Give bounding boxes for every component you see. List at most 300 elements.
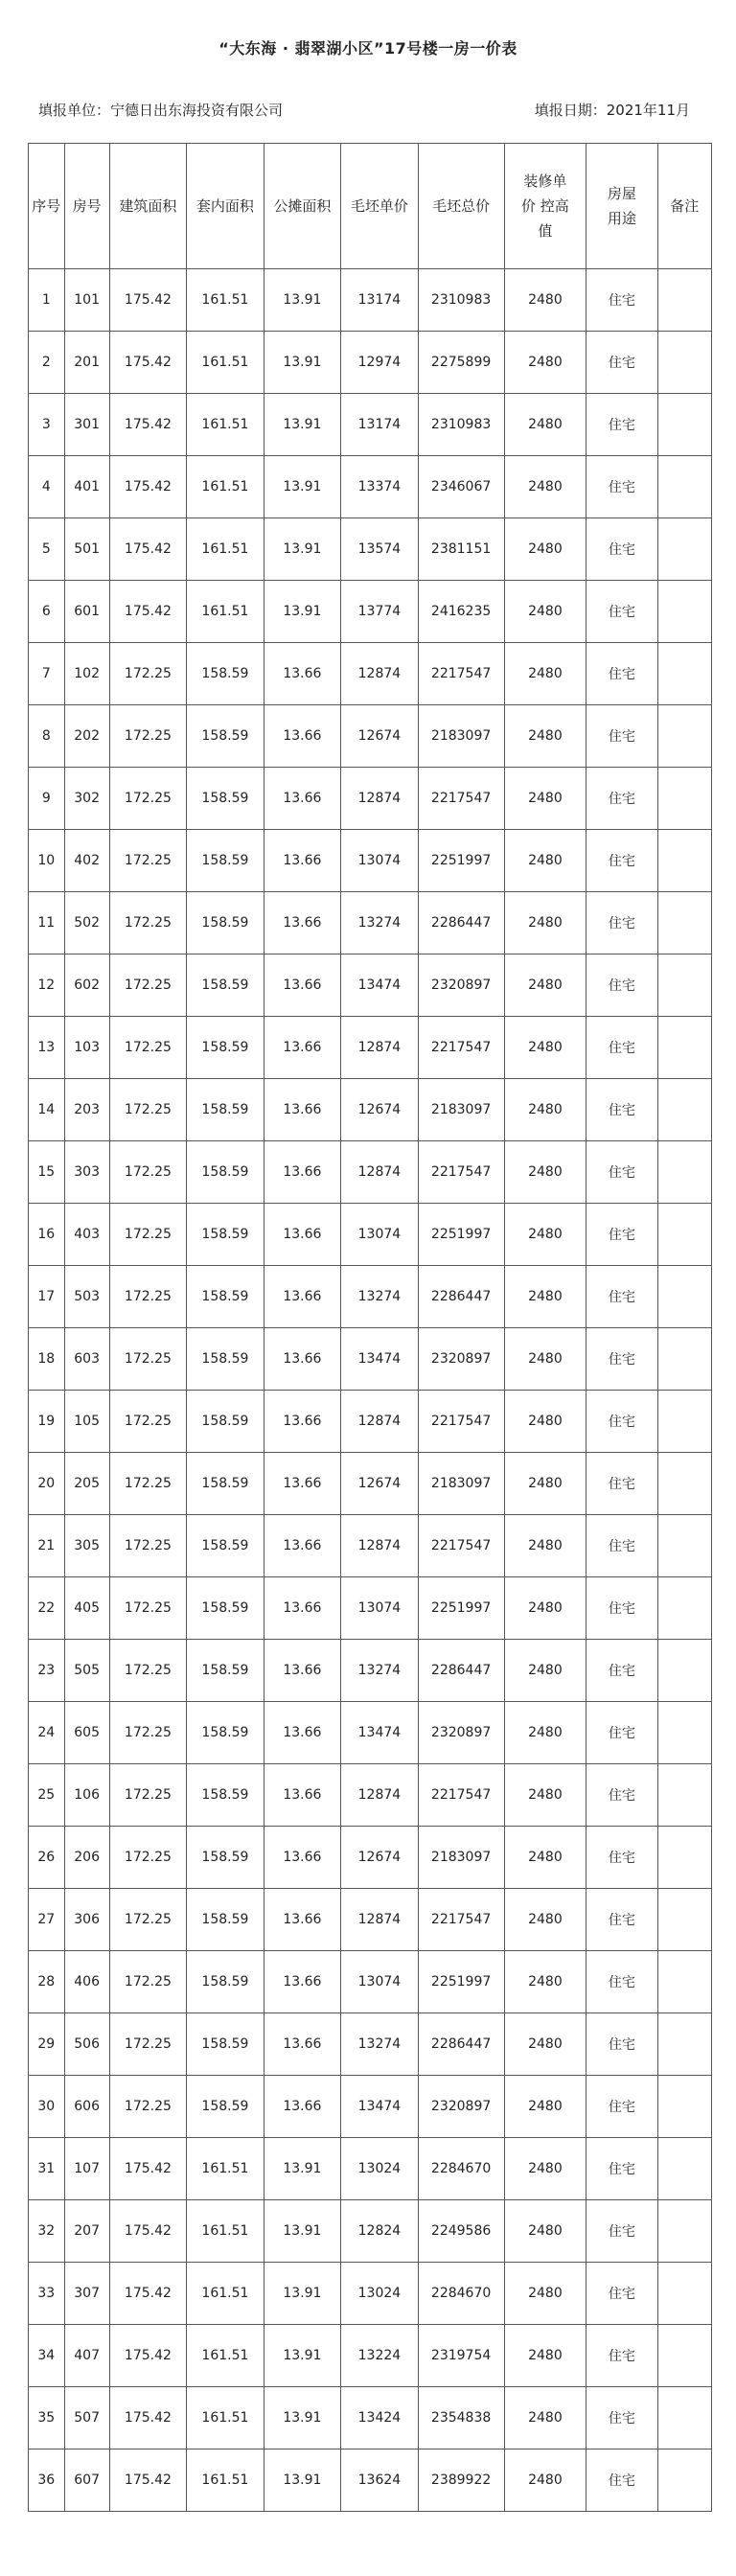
cell-room: 501 (64, 518, 109, 581)
cell-inner-area: 158.59 (187, 2013, 264, 2076)
cell-usage: 住宅 (586, 1640, 657, 1702)
cell-room: 401 (64, 456, 109, 518)
cell-decoration-cap: 2480 (504, 1266, 586, 1328)
cell-gross-area: 175.42 (109, 2325, 187, 2387)
cell-unit-price: 13274 (341, 1640, 419, 1702)
cell-usage: 住宅 (586, 1702, 657, 1764)
cell-remark (657, 332, 712, 394)
cell-shared-area: 13.66 (264, 1889, 341, 1951)
cell-inner-area: 161.51 (187, 2138, 264, 2200)
cell-unit-price: 13074 (341, 830, 419, 892)
cell-usage: 住宅 (586, 1889, 657, 1951)
cell-remark (657, 1079, 712, 1141)
cell-total-price: 2251997 (418, 1577, 504, 1640)
cell-remark (657, 1577, 712, 1640)
cell-unit-price: 13274 (341, 892, 419, 954)
cell-seq: 35 (29, 2387, 65, 2450)
cell-total-price: 2183097 (418, 1453, 504, 1515)
cell-seq: 1 (29, 269, 65, 332)
cell-room: 207 (64, 2200, 109, 2263)
cell-inner-area: 158.59 (187, 1640, 264, 1702)
cell-decoration-cap: 2480 (504, 2387, 586, 2450)
cell-decoration-cap: 2480 (504, 2450, 586, 2512)
cell-seq: 31 (29, 2138, 65, 2200)
cell-inner-area: 158.59 (187, 705, 264, 768)
cell-shared-area: 13.91 (264, 394, 341, 456)
table-row (29, 1827, 712, 1889)
cell-gross-area: 175.42 (109, 2387, 187, 2450)
table-row (29, 1204, 712, 1266)
cell-room: 106 (64, 1764, 109, 1827)
cell-remark (657, 2076, 712, 2138)
cell-remark (657, 1515, 712, 1577)
cell-seq: 2 (29, 332, 65, 394)
cell-seq: 18 (29, 1328, 65, 1391)
cell-remark (657, 2325, 712, 2387)
cell-gross-area: 172.25 (109, 1827, 187, 1889)
cell-remark (657, 2450, 712, 2512)
cell-shared-area: 13.66 (264, 1079, 341, 1141)
cell-shared-area: 13.66 (264, 1453, 341, 1515)
cell-decoration-cap: 2480 (504, 1328, 586, 1391)
cell-seq: 25 (29, 1764, 65, 1827)
cell-inner-area: 161.51 (187, 2263, 264, 2325)
cell-unit-price: 13074 (341, 1204, 419, 1266)
cell-total-price: 2320897 (418, 1328, 504, 1391)
cell-room: 607 (64, 2450, 109, 2512)
cell-usage: 住宅 (586, 2387, 657, 2450)
cell-usage: 住宅 (586, 1515, 657, 1577)
cell-inner-area: 158.59 (187, 1079, 264, 1141)
cell-usage: 住宅 (586, 581, 657, 643)
table-header (29, 144, 712, 269)
cell-unit-price: 13274 (341, 1266, 419, 1328)
cell-decoration-cap: 2480 (504, 1017, 586, 1079)
cell-room: 107 (64, 2138, 109, 2200)
cell-inner-area: 161.51 (187, 2450, 264, 2512)
cell-inner-area: 158.59 (187, 1204, 264, 1266)
cell-shared-area: 13.66 (264, 2076, 341, 2138)
cell-decoration-cap: 2480 (504, 2200, 586, 2263)
cell-total-price: 2217547 (418, 643, 504, 705)
cell-shared-area: 13.66 (264, 1951, 341, 2013)
cell-usage: 住宅 (586, 892, 657, 954)
cell-gross-area: 172.25 (109, 1266, 187, 1328)
cell-room: 502 (64, 892, 109, 954)
cell-usage: 住宅 (586, 768, 657, 830)
cell-usage: 住宅 (586, 1017, 657, 1079)
cell-shared-area: 13.66 (264, 1515, 341, 1577)
cell-gross-area: 175.42 (109, 332, 187, 394)
cell-total-price: 2217547 (418, 1764, 504, 1827)
table-row (29, 1391, 712, 1453)
cell-seq: 21 (29, 1515, 65, 1577)
cell-total-price: 2286447 (418, 1640, 504, 1702)
cell-total-price: 2249586 (418, 2200, 504, 2263)
cell-room: 305 (64, 1515, 109, 1577)
cell-unit-price: 12874 (341, 1764, 419, 1827)
cell-inner-area: 161.51 (187, 394, 264, 456)
header-shared-area: 公摊面积 (264, 144, 341, 269)
cell-remark (657, 518, 712, 581)
cell-inner-area: 161.51 (187, 269, 264, 332)
cell-unit-price: 13174 (341, 269, 419, 332)
cell-room: 306 (64, 1889, 109, 1951)
table-row (29, 1266, 712, 1328)
table-row (29, 1515, 712, 1577)
cell-seq: 11 (29, 892, 65, 954)
cell-inner-area: 158.59 (187, 1017, 264, 1079)
cell-shared-area: 13.66 (264, 954, 341, 1017)
cell-usage: 住宅 (586, 1827, 657, 1889)
cell-decoration-cap: 2480 (504, 2325, 586, 2387)
cell-gross-area: 172.25 (109, 1764, 187, 1827)
cell-total-price: 2217547 (418, 1141, 504, 1204)
table-row (29, 581, 712, 643)
cell-unit-price: 12674 (341, 1453, 419, 1515)
cell-room: 307 (64, 2263, 109, 2325)
cell-remark (657, 892, 712, 954)
cell-remark (657, 954, 712, 1017)
document-title: “大东海 · 翡翠湖小区”17号楼一房一价表 (218, 39, 518, 58)
cell-inner-area: 161.51 (187, 518, 264, 581)
cell-unit-price: 13474 (341, 1328, 419, 1391)
cell-room: 206 (64, 1827, 109, 1889)
cell-remark (657, 1141, 712, 1204)
table-row (29, 332, 712, 394)
table-row (29, 394, 712, 456)
cell-gross-area: 172.25 (109, 1017, 187, 1079)
table-body (29, 269, 712, 2512)
cell-inner-area: 158.59 (187, 2076, 264, 2138)
cell-seq: 12 (29, 954, 65, 1017)
cell-total-price: 2183097 (418, 1827, 504, 1889)
cell-total-price: 2286447 (418, 892, 504, 954)
cell-remark (657, 1951, 712, 2013)
cell-usage: 住宅 (586, 332, 657, 394)
cell-total-price: 2319754 (418, 2325, 504, 2387)
cell-usage: 住宅 (586, 1328, 657, 1391)
cell-usage: 住宅 (586, 1266, 657, 1328)
cell-unit-price: 13224 (341, 2325, 419, 2387)
cell-decoration-cap: 2480 (504, 892, 586, 954)
cell-shared-area: 13.66 (264, 892, 341, 954)
cell-shared-area: 13.91 (264, 2387, 341, 2450)
cell-gross-area: 172.25 (109, 1889, 187, 1951)
cell-gross-area: 175.42 (109, 581, 187, 643)
cell-remark (657, 2263, 712, 2325)
cell-inner-area: 158.59 (187, 892, 264, 954)
cell-shared-area: 13.66 (264, 1702, 341, 1764)
cell-usage: 住宅 (586, 1079, 657, 1141)
cell-usage: 住宅 (586, 830, 657, 892)
cell-remark (657, 581, 712, 643)
cell-gross-area: 175.42 (109, 394, 187, 456)
cell-room: 407 (64, 2325, 109, 2387)
cell-total-price: 2354838 (418, 2387, 504, 2450)
cell-shared-area: 13.66 (264, 1827, 341, 1889)
cell-inner-area: 158.59 (187, 1141, 264, 1204)
cell-shared-area: 13.66 (264, 1204, 341, 1266)
table-row (29, 1764, 712, 1827)
cell-room: 506 (64, 2013, 109, 2076)
cell-total-price: 2284670 (418, 2263, 504, 2325)
cell-seq: 3 (29, 394, 65, 456)
cell-total-price: 2217547 (418, 1391, 504, 1453)
cell-unit-price: 12974 (341, 332, 419, 394)
cell-decoration-cap: 2480 (504, 1577, 586, 1640)
cell-room: 105 (64, 1391, 109, 1453)
cell-total-price: 2310983 (418, 394, 504, 456)
cell-shared-area: 13.66 (264, 830, 341, 892)
cell-shared-area: 13.66 (264, 643, 341, 705)
cell-room: 201 (64, 332, 109, 394)
cell-usage: 住宅 (586, 2200, 657, 2263)
cell-usage: 住宅 (586, 2076, 657, 2138)
cell-decoration-cap: 2480 (504, 2138, 586, 2200)
cell-usage: 住宅 (586, 456, 657, 518)
cell-usage: 住宅 (586, 2325, 657, 2387)
cell-usage: 住宅 (586, 1141, 657, 1204)
cell-shared-area: 13.66 (264, 1266, 341, 1328)
cell-inner-area: 158.59 (187, 768, 264, 830)
cell-unit-price: 12674 (341, 705, 419, 768)
header-remark: 备注 (657, 144, 712, 269)
cell-remark (657, 1391, 712, 1453)
cell-shared-area: 13.91 (264, 2138, 341, 2200)
cell-unit-price: 12874 (341, 1391, 419, 1453)
cell-seq: 26 (29, 1827, 65, 1889)
cell-gross-area: 172.25 (109, 1453, 187, 1515)
cell-unit-price: 13774 (341, 581, 419, 643)
cell-room: 405 (64, 1577, 109, 1640)
cell-unit-price: 12674 (341, 1827, 419, 1889)
table-row (29, 2325, 712, 2387)
cell-room: 603 (64, 1328, 109, 1391)
cell-inner-area: 161.51 (187, 581, 264, 643)
cell-shared-area: 13.91 (264, 456, 341, 518)
cell-usage: 住宅 (586, 1453, 657, 1515)
cell-gross-area: 172.25 (109, 1515, 187, 1577)
cell-inner-area: 158.59 (187, 1266, 264, 1328)
table-row (29, 1640, 712, 1702)
cell-seq: 10 (29, 830, 65, 892)
cell-total-price: 2320897 (418, 2076, 504, 2138)
cell-shared-area: 13.91 (264, 2200, 341, 2263)
cell-decoration-cap: 2480 (504, 518, 586, 581)
header-decoration-cap (504, 144, 586, 269)
cell-total-price: 2320897 (418, 1702, 504, 1764)
table-row (29, 705, 712, 768)
cell-unit-price: 13074 (341, 1577, 419, 1640)
cell-total-price: 2416235 (418, 581, 504, 643)
cell-remark (657, 1266, 712, 1328)
cell-room: 402 (64, 830, 109, 892)
header-row (29, 144, 712, 269)
table-row (29, 830, 712, 892)
cell-decoration-cap: 2480 (504, 332, 586, 394)
cell-usage: 住宅 (586, 1391, 657, 1453)
header-room: 房号 (64, 144, 109, 269)
cell-shared-area: 13.91 (264, 2450, 341, 2512)
cell-gross-area: 172.25 (109, 1640, 187, 1702)
cell-shared-area: 13.91 (264, 2325, 341, 2387)
cell-decoration-cap: 2480 (504, 1702, 586, 1764)
cell-unit-price: 13574 (341, 518, 419, 581)
cell-inner-area: 158.59 (187, 1328, 264, 1391)
cell-room: 102 (64, 643, 109, 705)
cell-total-price: 2389922 (418, 2450, 504, 2512)
cell-room: 601 (64, 581, 109, 643)
cell-decoration-cap: 2480 (504, 1951, 586, 2013)
cell-usage: 住宅 (586, 2138, 657, 2200)
cell-unit-price: 12874 (341, 1889, 419, 1951)
cell-decoration-cap: 2480 (504, 269, 586, 332)
cell-inner-area: 161.51 (187, 332, 264, 394)
cell-inner-area: 158.59 (187, 1702, 264, 1764)
table-row (29, 643, 712, 705)
cell-gross-area: 172.25 (109, 768, 187, 830)
cell-decoration-cap: 2480 (504, 394, 586, 456)
cell-unit-price: 13024 (341, 2138, 419, 2200)
cell-room: 103 (64, 1017, 109, 1079)
header-inner-area: 套内面积 (187, 144, 264, 269)
cell-remark (657, 394, 712, 456)
cell-decoration-cap: 2480 (504, 1515, 586, 1577)
table-row (29, 1141, 712, 1204)
cell-total-price: 2217547 (418, 768, 504, 830)
cell-shared-area: 13.91 (264, 2263, 341, 2325)
cell-inner-area: 158.59 (187, 643, 264, 705)
cell-room: 303 (64, 1141, 109, 1204)
cell-usage: 住宅 (586, 2013, 657, 2076)
cell-room: 403 (64, 1204, 109, 1266)
cell-seq: 24 (29, 1702, 65, 1764)
cell-gross-area: 175.42 (109, 269, 187, 332)
table-row (29, 1702, 712, 1764)
cell-shared-area: 13.91 (264, 269, 341, 332)
cell-inner-area: 158.59 (187, 1889, 264, 1951)
cell-usage: 住宅 (586, 1577, 657, 1640)
cell-gross-area: 172.25 (109, 705, 187, 768)
cell-total-price: 2286447 (418, 1266, 504, 1328)
table-row (29, 456, 712, 518)
cell-usage: 住宅 (586, 269, 657, 332)
cell-total-price: 2251997 (418, 830, 504, 892)
cell-gross-area: 172.25 (109, 1702, 187, 1764)
table-row (29, 2263, 712, 2325)
table-row (29, 1079, 712, 1141)
cell-remark (657, 269, 712, 332)
cell-seq: 20 (29, 1453, 65, 1515)
cell-room: 302 (64, 768, 109, 830)
cell-remark (657, 1328, 712, 1391)
header-usage-label: 房屋用途 (607, 185, 636, 227)
cell-gross-area: 175.42 (109, 2450, 187, 2512)
header-seq: 序号 (29, 144, 65, 269)
cell-usage: 住宅 (586, 1951, 657, 2013)
cell-shared-area: 13.66 (264, 1017, 341, 1079)
cell-usage: 住宅 (586, 705, 657, 768)
cell-seq: 32 (29, 2200, 65, 2263)
cell-decoration-cap: 2480 (504, 1141, 586, 1204)
table-row (29, 1453, 712, 1515)
header-decoration-cap-label: 装修单价 控高值 (521, 172, 569, 240)
cell-decoration-cap: 2480 (504, 1764, 586, 1827)
cell-total-price: 2251997 (418, 1204, 504, 1266)
cell-shared-area: 13.66 (264, 1328, 341, 1391)
cell-unit-price: 12874 (341, 768, 419, 830)
cell-total-price: 2183097 (418, 1079, 504, 1141)
cell-seq: 5 (29, 518, 65, 581)
cell-inner-area: 161.51 (187, 2325, 264, 2387)
cell-inner-area: 158.59 (187, 1764, 264, 1827)
cell-total-price: 2381151 (418, 518, 504, 581)
header-total-price: 毛坯总价 (418, 144, 504, 269)
cell-decoration-cap: 2480 (504, 1079, 586, 1141)
table-row (29, 892, 712, 954)
reporting-unit: 填报单位：宁德日出东海投资有限公司 (38, 102, 284, 119)
cell-inner-area: 158.59 (187, 1453, 264, 1515)
cell-total-price: 2251997 (418, 1951, 504, 2013)
cell-unit-price: 13474 (341, 1702, 419, 1764)
reporting-date: 填报日期：2021年11月 (534, 102, 690, 119)
cell-remark (657, 1827, 712, 1889)
cell-inner-area: 161.51 (187, 2200, 264, 2263)
cell-decoration-cap: 2480 (504, 2076, 586, 2138)
header-usage (586, 144, 657, 269)
table-row (29, 2013, 712, 2076)
cell-inner-area: 158.59 (187, 1827, 264, 1889)
cell-seq: 19 (29, 1391, 65, 1453)
cell-inner-area: 158.59 (187, 954, 264, 1017)
cell-room: 205 (64, 1453, 109, 1515)
cell-total-price: 2275899 (418, 332, 504, 394)
cell-unit-price: 13474 (341, 954, 419, 1017)
cell-shared-area: 13.91 (264, 518, 341, 581)
cell-total-price: 2320897 (418, 954, 504, 1017)
cell-seq: 9 (29, 768, 65, 830)
cell-room: 301 (64, 394, 109, 456)
cell-inner-area: 161.51 (187, 2387, 264, 2450)
cell-gross-area: 172.25 (109, 892, 187, 954)
cell-room: 406 (64, 1951, 109, 2013)
cell-gross-area: 175.42 (109, 518, 187, 581)
cell-room: 507 (64, 2387, 109, 2450)
cell-gross-area: 175.42 (109, 456, 187, 518)
cell-total-price: 2217547 (418, 1889, 504, 1951)
cell-total-price: 2217547 (418, 1515, 504, 1577)
cell-gross-area: 172.25 (109, 954, 187, 1017)
cell-shared-area: 13.91 (264, 332, 341, 394)
cell-decoration-cap: 2480 (504, 643, 586, 705)
cell-remark (657, 1204, 712, 1266)
cell-shared-area: 13.66 (264, 1577, 341, 1640)
cell-unit-price: 13274 (341, 2013, 419, 2076)
table-row (29, 518, 712, 581)
table-row (29, 768, 712, 830)
cell-remark (657, 1702, 712, 1764)
cell-inner-area: 158.59 (187, 1391, 264, 1453)
cell-gross-area: 172.25 (109, 1141, 187, 1204)
cell-seq: 34 (29, 2325, 65, 2387)
cell-decoration-cap: 2480 (504, 2013, 586, 2076)
cell-inner-area: 161.51 (187, 456, 264, 518)
cell-decoration-cap: 2480 (504, 954, 586, 1017)
cell-inner-area: 158.59 (187, 1515, 264, 1577)
cell-gross-area: 172.25 (109, 1328, 187, 1391)
cell-decoration-cap: 2480 (504, 1204, 586, 1266)
